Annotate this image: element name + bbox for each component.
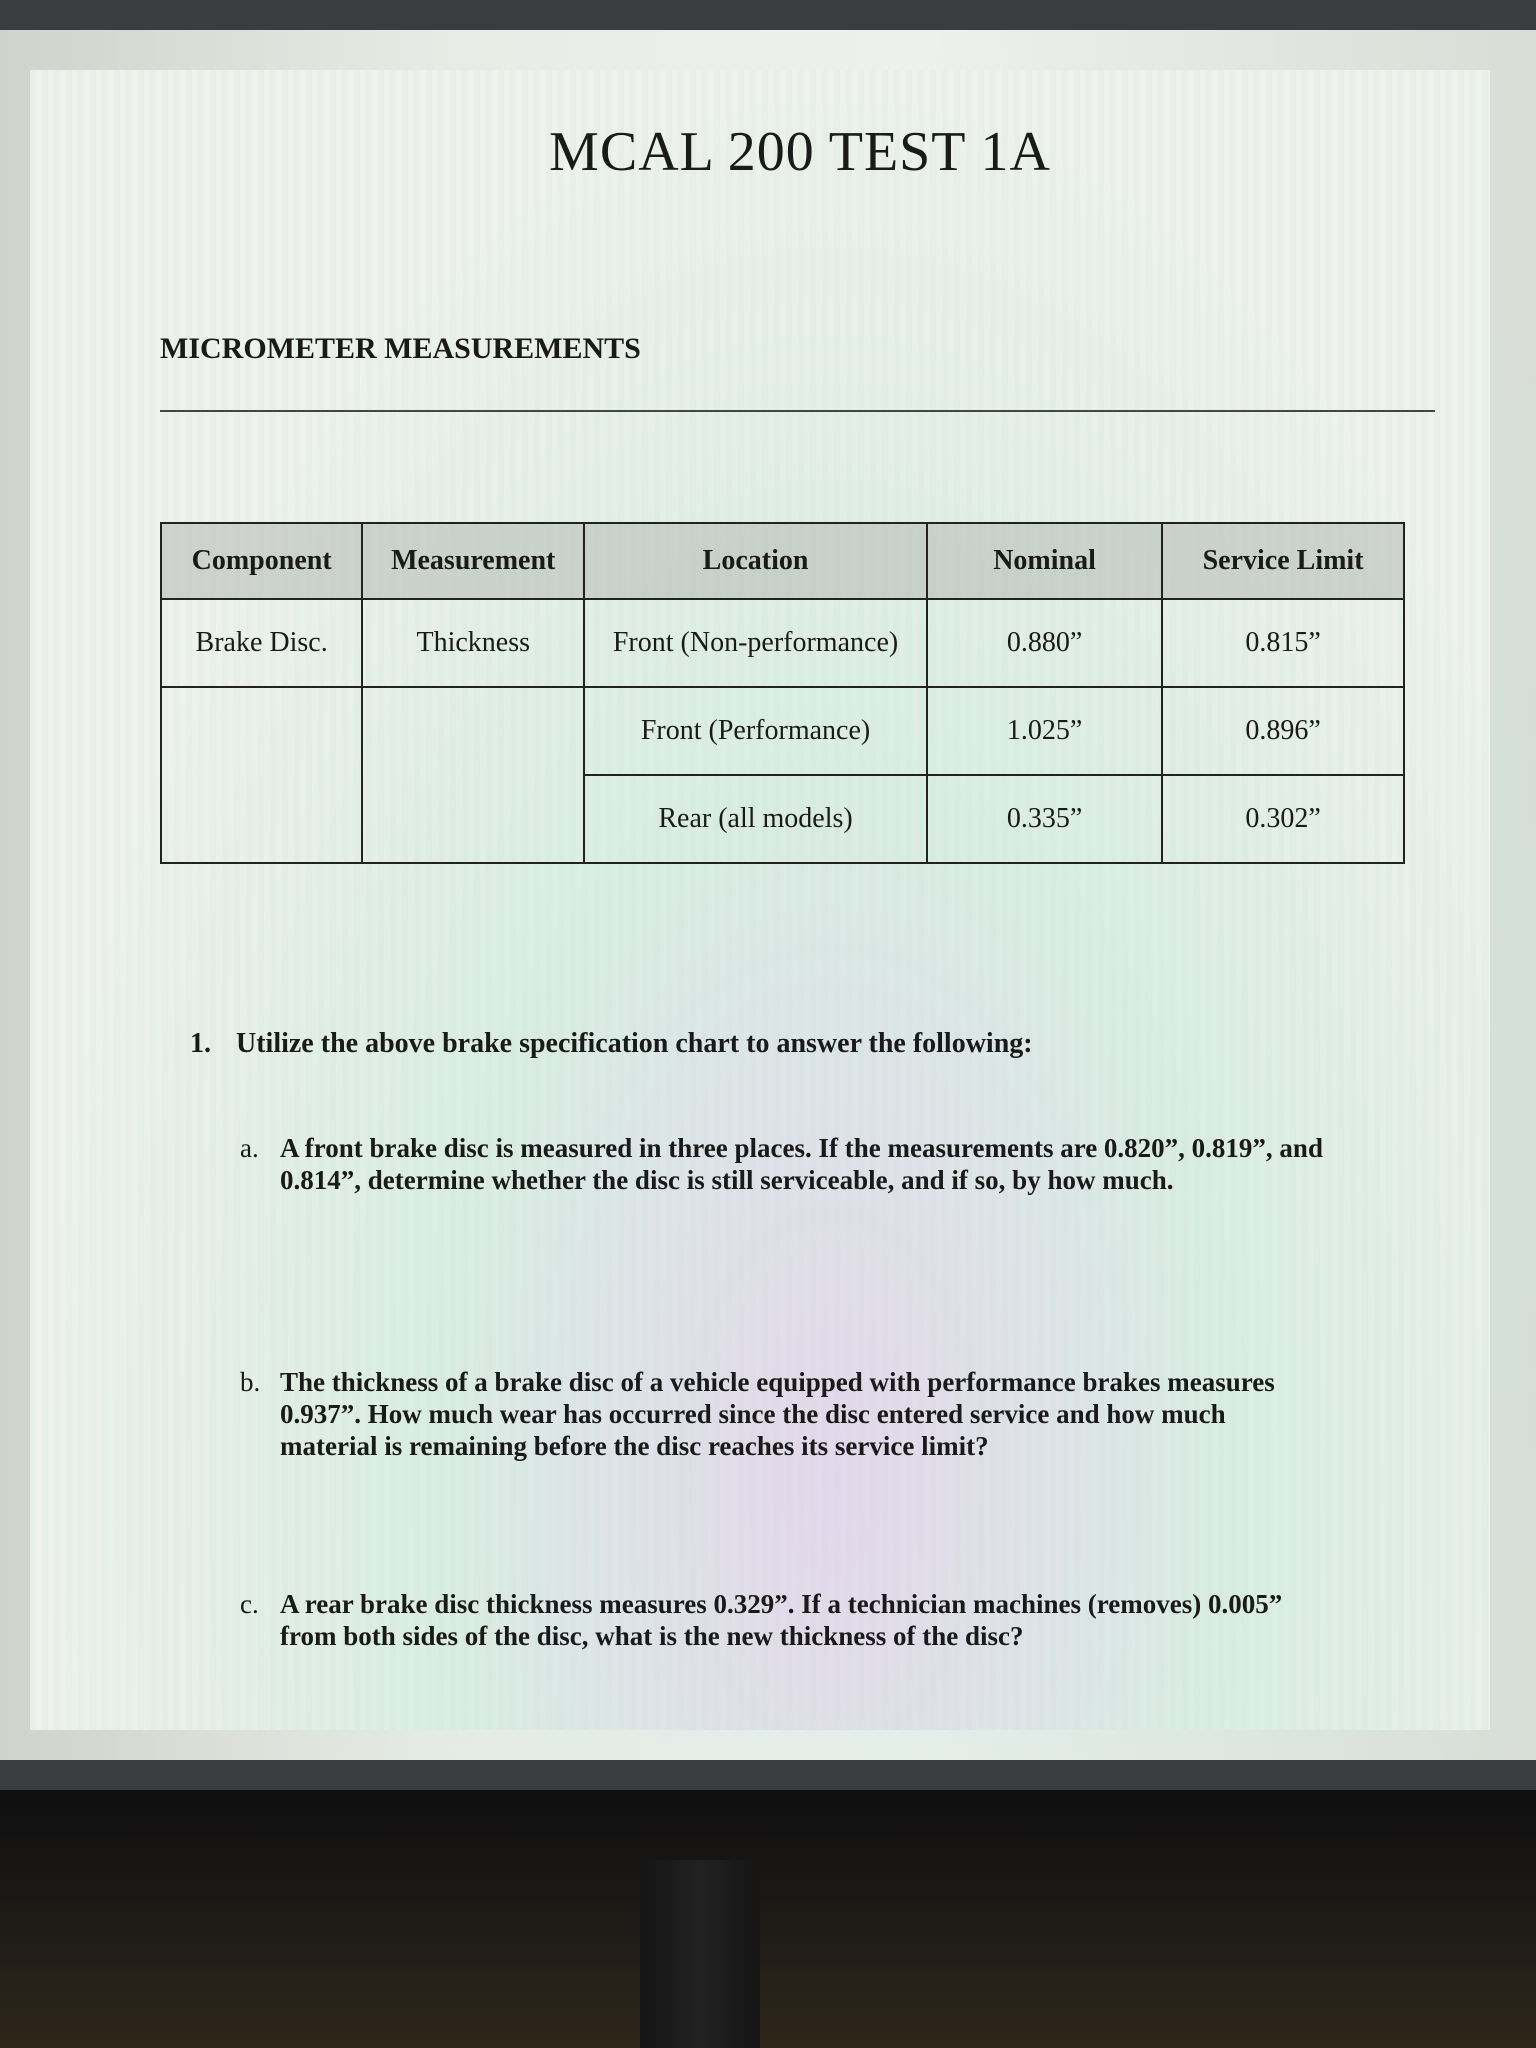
question-1 bbox=[190, 1028, 1033, 1060]
measurement-cell: Thickness bbox=[362, 599, 584, 687]
nominal-cell: 0.335” bbox=[927, 775, 1162, 863]
brake-spec-table bbox=[160, 522, 1405, 864]
desk-surface bbox=[0, 1790, 1536, 2048]
service-limit-cell: 0.302” bbox=[1162, 775, 1404, 863]
service-limit-cell: 0.896” bbox=[1162, 687, 1404, 775]
part-letter: a. bbox=[240, 1133, 259, 1163]
question-text: Utilize the above brake specification chart to answer the following: bbox=[236, 1028, 1033, 1059]
monitor-screen bbox=[0, 30, 1536, 1760]
part-text: The thickness of a brake disc of a vehicle equipped with performance brakes measures 0.937”. How much wear has occurred since the disc entered service and how much material is remaining before the disc reaches its service limit? bbox=[280, 1367, 1275, 1461]
page-title: MCAL 200 TEST 1A bbox=[549, 121, 1051, 183]
section-heading: MICROMETER MEASUREMENTS bbox=[160, 332, 641, 365]
question-part-b bbox=[240, 1366, 1320, 1462]
nominal-cell: 1.025” bbox=[927, 687, 1162, 775]
part-letter: b. bbox=[240, 1367, 261, 1397]
nominal-cell: 0.880” bbox=[927, 599, 1162, 687]
question-number: 1. bbox=[190, 1028, 211, 1059]
header-component: Component bbox=[161, 523, 362, 599]
monitor-stand bbox=[640, 1860, 760, 2048]
section-divider bbox=[160, 410, 1435, 412]
component-cell: Brake Disc. bbox=[161, 599, 362, 687]
location-cell: Rear (all models) bbox=[584, 775, 927, 863]
header-nominal: Nominal bbox=[927, 523, 1162, 599]
header-measurement: Measurement bbox=[362, 523, 584, 599]
location-cell: Front (Non-performance) bbox=[584, 599, 927, 687]
location-cell: Front (Performance) bbox=[584, 687, 927, 775]
service-limit-cell: 0.815” bbox=[1162, 599, 1404, 687]
header-service-limit: Service Limit bbox=[1162, 523, 1404, 599]
header-location: Location bbox=[584, 523, 927, 599]
question-part-c bbox=[240, 1588, 1310, 1652]
table-row bbox=[161, 687, 1404, 775]
part-letter: c. bbox=[240, 1589, 259, 1619]
component-cell-empty bbox=[161, 687, 362, 863]
part-text: A front brake disc is measured in three places. If the measurements are 0.820”, 0.819”, and 0.814”, determine whether the disc is still serviceable, and if so, by how much. bbox=[280, 1133, 1323, 1195]
document-page bbox=[30, 70, 1490, 1730]
question-part-a bbox=[240, 1132, 1390, 1196]
part-text: A rear brake disc thickness measures 0.329”. If a technician machines (removes) 0.005” from both sides of the disc, what is the new thickness of the disc? bbox=[280, 1589, 1283, 1651]
measurement-cell-empty bbox=[362, 687, 584, 863]
table-header-row bbox=[161, 523, 1404, 599]
